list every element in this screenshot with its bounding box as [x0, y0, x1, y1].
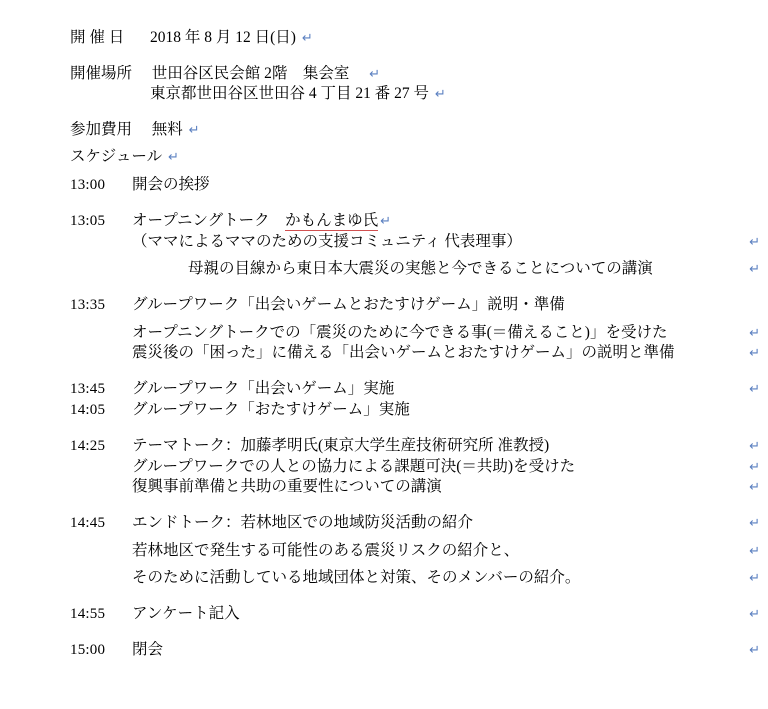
schedule-title: グループワーク「出会いゲーム」実施: [132, 379, 395, 397]
paragraph-mark-icon: ↵: [749, 233, 760, 249]
paragraph-mark-icon: ↵: [749, 514, 760, 530]
event-date-value: 2018 年 8 月 12 日(日): [150, 29, 296, 46]
schedule-time: 13:45: [70, 380, 106, 397]
paragraph-mark-icon: ↵: [749, 345, 760, 360]
paragraph-mark-icon: ↵: [301, 30, 313, 45]
event-fee-value: 無料: [151, 120, 183, 138]
schedule-row: [70, 177, 760, 193]
schedule-detail: [70, 325, 760, 341]
paragraph-mark-icon: ↵: [369, 65, 381, 81]
event-venue-value: 世田谷区民会館 2階 集会室: [151, 64, 350, 82]
schedule-detail: [70, 234, 760, 250]
schedule-time: 14:25: [70, 437, 106, 454]
schedule-detail-text: グループワークでの人との協力による課題可決(＝共助)を受けた: [132, 457, 576, 475]
paragraph-mark-icon: ↵: [749, 542, 760, 558]
paragraph-mark-icon: ↵: [749, 458, 760, 474]
event-address-value: 東京都世田谷区世田谷 4 丁目 21 番 27 号: [150, 85, 430, 102]
schedule-detail-text: 震災後の「困った」に備える「出会いゲームとおたすけゲーム」の説明と準備: [132, 344, 675, 361]
schedule-title: グループワーク「おたすけゲーム」実施: [132, 400, 410, 418]
schedule-title-text: オープニングトーク: [132, 211, 286, 229]
paragraph-mark-icon: ↵: [188, 121, 200, 137]
schedule-time: 14:45: [70, 514, 106, 531]
event-fee-line: [70, 122, 760, 138]
schedule-heading: [70, 149, 760, 165]
event-address-line: [70, 86, 760, 102]
schedule-detail: [70, 479, 760, 495]
paragraph-mark-icon: ↵: [434, 86, 446, 101]
speaker-name: かもんまゆ氏: [285, 211, 379, 229]
event-date-label: 開 催 日: [70, 29, 125, 46]
schedule-detail: [70, 570, 760, 586]
schedule-detail: [70, 543, 760, 559]
schedule-detail: [70, 459, 760, 475]
schedule-time: 13:05: [70, 212, 106, 229]
schedule-detail: [70, 345, 760, 361]
document-body: [70, 30, 760, 658]
paragraph-mark-icon: ↵: [380, 212, 392, 228]
schedule-row: [70, 606, 760, 622]
schedule-title: アンケート記入: [132, 604, 240, 622]
event-fee-label: 参加費用: [70, 120, 133, 138]
schedule-detail-text: そのために活動している地域団体と対策、そのメンバーの紹介。: [132, 569, 581, 586]
schedule-row: [70, 438, 760, 454]
schedule-row: [70, 402, 760, 418]
event-venue-label: 開催場所: [70, 64, 133, 82]
schedule-time: 13:35: [70, 296, 106, 313]
schedule-time: 14:55: [70, 605, 106, 622]
paragraph-mark-icon: ↵: [167, 149, 179, 164]
paragraph-mark-icon: ↵: [749, 641, 760, 657]
paragraph-mark-icon: ↵: [749, 479, 760, 494]
schedule-title: テーマトーク：加藤孝明氏(東京大学生産技術研究所 准教授): [132, 436, 550, 454]
schedule-row: [70, 515, 760, 531]
schedule-detail-text: （ママによるママのための支援コミュニティ 代表理事）: [132, 232, 522, 250]
paragraph-mark-icon: ↵: [749, 570, 760, 585]
schedule-detail: [70, 261, 760, 277]
schedule-time: 15:00: [70, 641, 106, 658]
paragraph-mark-icon: ↵: [749, 324, 760, 340]
paragraph-mark-icon: ↵: [749, 605, 760, 621]
schedule-row: [70, 381, 760, 397]
schedule-detail-text: 復興事前準備と共助の重要性についての講演: [132, 478, 442, 495]
schedule-title: エンドトーク：若林地区での地域防災活動の紹介: [132, 513, 474, 531]
schedule-title: 閉会: [132, 640, 164, 658]
schedule-title: 開会の挨拶: [132, 175, 210, 193]
schedule-title: [132, 213, 760, 229]
schedule-time: 13:00: [70, 176, 106, 193]
schedule-heading-label: スケジュール: [70, 148, 163, 165]
schedule-detail-text: オープニングトークでの「震災のために今できる事(＝備えること)」を受けた: [132, 323, 668, 341]
schedule-row: [70, 213, 760, 229]
paragraph-mark-icon: ↵: [749, 437, 760, 453]
schedule-title: グループワーク「出会いゲームとおたすけゲーム」説明・準備: [132, 295, 565, 313]
schedule-row: [70, 642, 760, 658]
event-date-line: [70, 30, 760, 46]
paragraph-mark-icon: ↵: [749, 380, 760, 396]
schedule-detail-text: 母親の目線から東日本大震災の実態と今できることについての講演: [188, 260, 653, 277]
schedule-time: 14:05: [70, 401, 106, 418]
schedule-detail-text: 若林地区で発生する可能性のある震災リスクの紹介と、: [132, 541, 520, 559]
event-venue-line: [70, 66, 760, 82]
schedule-row: [70, 297, 760, 313]
paragraph-mark-icon: ↵: [749, 261, 760, 276]
